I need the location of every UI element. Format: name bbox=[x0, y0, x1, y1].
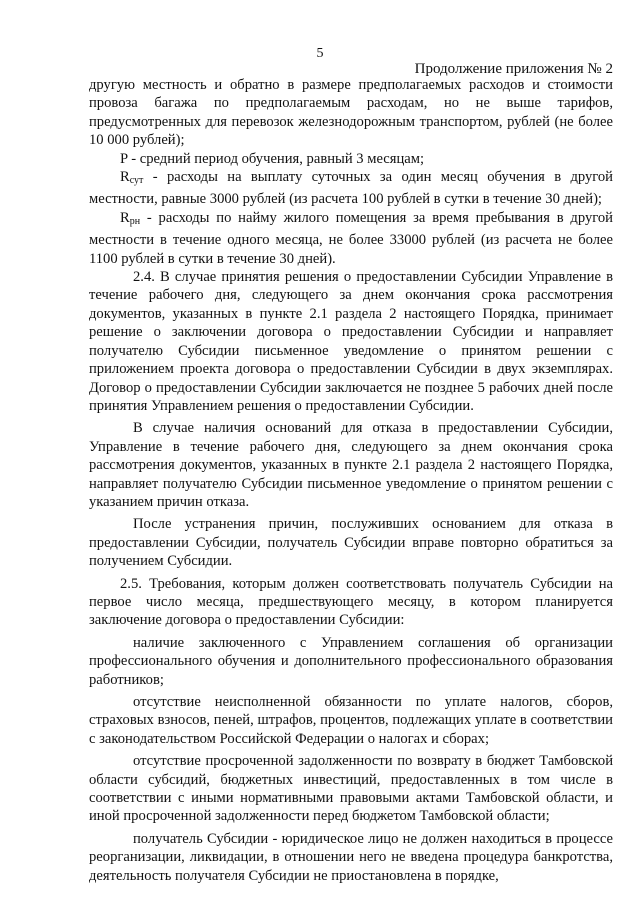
page-number: 5 bbox=[316, 46, 324, 61]
paragraph-reapply: После устранения причин, послуживших основанием для отказа в предоставлении Субсидии, получатель Субсидии вправе повторно обратиться за получением Субсидии. bbox=[89, 516, 613, 570]
paragraph-refusal: В случае наличия оснований для отказа в предоставлении Субсидии, Управление в течение рабочего дня, следующего за днем окончания срока рассмотрения документов, указанных в пункте 2.1 раздела 2 настоящего Порядка, направляет получателю Субсидии письменное уведомление о принятом решении с указанием причин отказа. bbox=[89, 420, 613, 510]
paragraph-2-5: 2.5. Требования, которым должен соответствовать получатель Субсидии на первое число месяца, предшествующего месяцу, в котором планируется заключение договора о предоставлении Субсидии: bbox=[89, 575, 613, 629]
formula-subscript: сут bbox=[129, 175, 144, 187]
document-body bbox=[89, 76, 613, 885]
paragraph-tax-debts: отсутствие неисполненной обязанности по уплате налогов, сборов, страховых взносов, пеней, штрафов, процентов, подлежащих уплате в соответствии с законодательством Российской Федерации о налогах и сборах; bbox=[89, 694, 613, 747]
paragraph-text: - расходы по найму жилого помещения за время пребывания в другой местности в течение одного месяца, не более 33000 рублей (из расчета не более 1100 рублей в сутки в течение 30 дней). bbox=[89, 209, 613, 267]
paragraph-text: - расходы на выплату суточных за один месяц обучения в другой местности, равные 3000 рублей (из расчета 100 рублей в сутки в течение 30 дней); bbox=[89, 169, 613, 208]
paragraph-agreement: наличие заключенного с Управлением соглашения об организации профессионального обучения и дополнительного профессионального образования работников; bbox=[89, 634, 613, 688]
paragraph-travel-costs: другую местность и обратно в размере предполагаемых расходов и стоимости провоза багажа по предполагаемым расходам, но не выше тарифов, предусмотренных для перевозок железнодорожным транспортом, рублей (не более 10 000 рублей); bbox=[89, 77, 613, 149]
paragraph-2-4: 2.4. В случае принятия решения о предоставлении Субсидии Управление в течение рабочего дня, следующего за днем окончания срока рассмотрения документов, указанных в пункте 2.1 раздела 2 настоящего Порядка, принимает решение о заключении договора о предоставлении Субсидии и направляет получателю Субсидии письменное уведомление о принятом решении с приложением проекта договора о предоставлении Субсидии в двух экземплярах. Договор о предоставлении Субсидии заключается не позднее 5 рабочих дней после принятия Управлением решения о предоставлении Субсидии. bbox=[89, 269, 613, 414]
paragraph-housing-costs bbox=[89, 209, 613, 268]
formula-symbol: R bbox=[120, 169, 130, 186]
paragraph-period: P - средний период обучения, равный 3 месяцам; bbox=[120, 150, 425, 167]
formula-symbol: R bbox=[120, 209, 130, 226]
appendix-continuation-note: Продолжение приложения № 2 bbox=[414, 61, 613, 77]
paragraph-budget-debts: отсутствие просроченной задолженности по возврату в бюджет Тамбовской области субсидий, бюджетных инвестиций, предоставленных в том числе в соответствии с иными нормативными правовыми актами Тамбовской области, и иной просроченной задолженности перед бюджетом Тамбовской области; bbox=[89, 753, 613, 825]
formula-subscript: рн bbox=[129, 215, 141, 227]
paragraph-reorganization: получатель Субсидии - юридическое лицо не должен находиться в процессе реорганизации, ликвидации, в отношении него не введена процедура банкротства, деятельность получателя Субсидии не приостановлена в порядке, bbox=[89, 830, 613, 884]
paragraph-daily-allowance bbox=[89, 168, 613, 209]
